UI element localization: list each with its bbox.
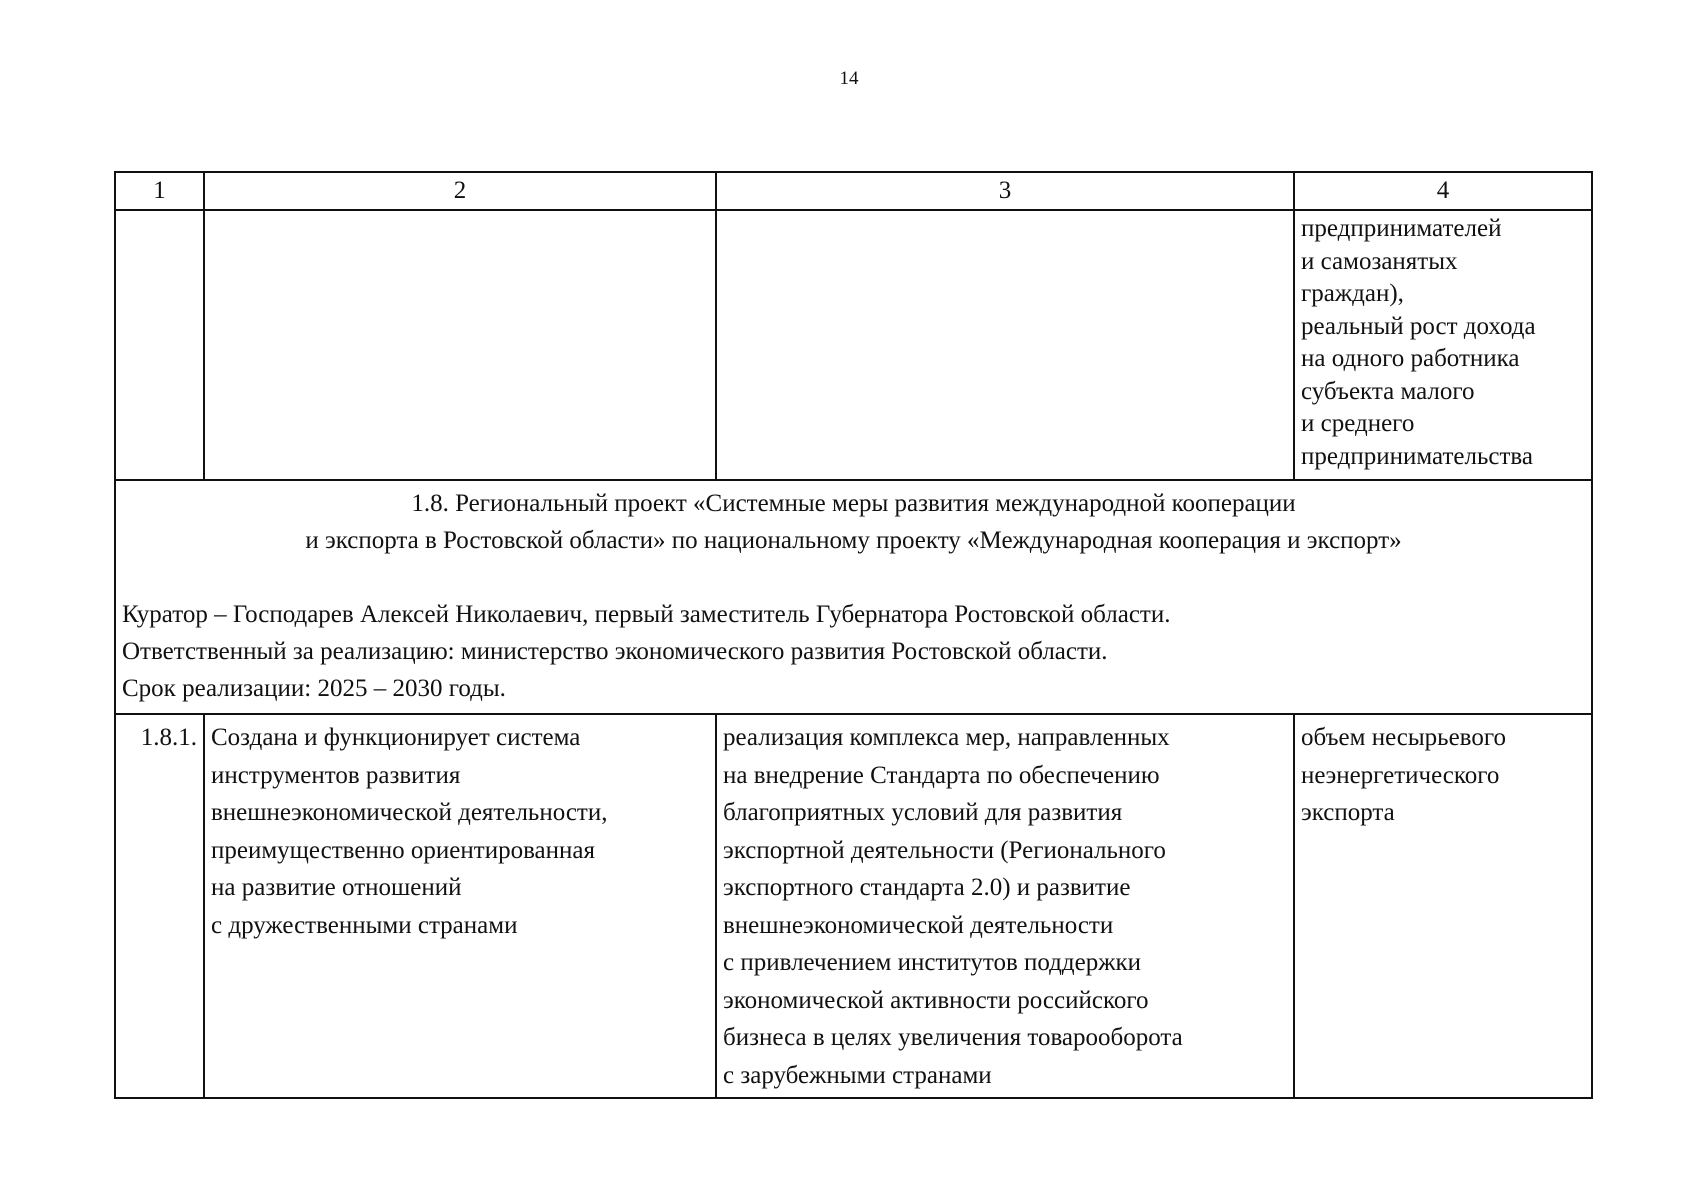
row-indicator-line: экспорта <box>1301 799 1395 826</box>
cont-cell-4-line: реальный рост дохода <box>1301 312 1536 340</box>
row-indicator-line: объем несырьевого <box>1301 724 1506 751</box>
cont-cell-4-line: граждан), <box>1301 280 1404 307</box>
header-cell-3: 3 <box>716 172 1294 210</box>
row-description-line: на внедрение Стандарта по обеспечению <box>723 761 1160 789</box>
page-number: 14 <box>839 68 859 89</box>
row-task-line: инструментов развития <box>211 761 461 789</box>
section-curator: Куратор – Господарев Алексей Николаевич, первый заместитель Губернатора Ростовской области. <box>122 601 1171 628</box>
section-header-cell <box>115 480 1592 714</box>
table-continuation-row <box>115 210 1592 480</box>
cont-cell-4-line: предпринимателей <box>1301 215 1502 242</box>
section-title <box>122 485 1585 559</box>
row-task-cell <box>204 714 716 1098</box>
row-description-line: бизнеса в целях увеличения товарооборота <box>723 1024 1183 1051</box>
section-period: Срок реализации: 2025 – 2030 годы. <box>122 675 506 702</box>
cont-cell-3 <box>716 210 1294 480</box>
row-task-line: внешнеэкономической деятельности, <box>211 799 608 826</box>
header-cell-1: 1 <box>115 172 204 210</box>
table-header-row <box>115 172 1592 210</box>
document-table <box>114 171 1593 1099</box>
header-cell-4: 4 <box>1294 172 1592 210</box>
row-description-line: благоприятных условий для развития <box>723 799 1123 826</box>
section-responsible: Ответственный за реализацию: министерство экономического развития Ростовской области. <box>122 638 1108 665</box>
cont-cell-1 <box>115 210 204 480</box>
section-spacer <box>122 559 1585 596</box>
cont-cell-4 <box>1294 210 1592 480</box>
row-task-line: с дружественными странами <box>211 911 518 939</box>
row-description-cell <box>716 714 1294 1098</box>
cont-cell-4-line: на одного работника <box>1301 345 1520 372</box>
cont-cell-4-line: субъекта малого <box>1301 377 1475 405</box>
header-cell-2: 2 <box>204 172 716 210</box>
row-description-line: экспортного стандарта 2.0) и развитие <box>723 874 1131 901</box>
section-header-row <box>115 480 1592 714</box>
row-task-line: на развитие отношений <box>211 874 462 901</box>
cont-cell-4-line: предпринимательства <box>1301 442 1533 470</box>
row-description-line: внешнеэкономической деятельности <box>723 911 1114 939</box>
row-description-line: экспортной деятельности (Регионального <box>723 836 1166 864</box>
row-task-line: Создана и функционирует система <box>211 724 581 751</box>
section-title-line: и экспорта в Ростовской области» по национальному проекту «Международная кооперация и экспорт» <box>305 527 1402 554</box>
row-number: 1.8.1. <box>115 714 204 1098</box>
row-indicator-cell <box>1294 714 1592 1098</box>
row-task-line: преимущественно ориентированная <box>211 836 596 864</box>
row-description-line: экономической активности российского <box>723 986 1149 1014</box>
cont-cell-4-line: и среднего <box>1301 410 1415 437</box>
cont-cell-4-line: и самозанятых <box>1301 247 1458 275</box>
row-indicator-line: неэнергетического <box>1301 761 1500 789</box>
section-title-line: 1.8. Региональный проект «Системные меры развития международной кооперации <box>411 490 1296 517</box>
row-description-line: с зарубежными странами <box>723 1061 992 1089</box>
table-row <box>115 714 1592 1098</box>
row-description-line: реализация комплекса мер, направленных <box>723 724 1170 751</box>
cont-cell-2 <box>204 210 716 480</box>
row-description-line: с привлечением институтов поддержки <box>723 949 1142 976</box>
